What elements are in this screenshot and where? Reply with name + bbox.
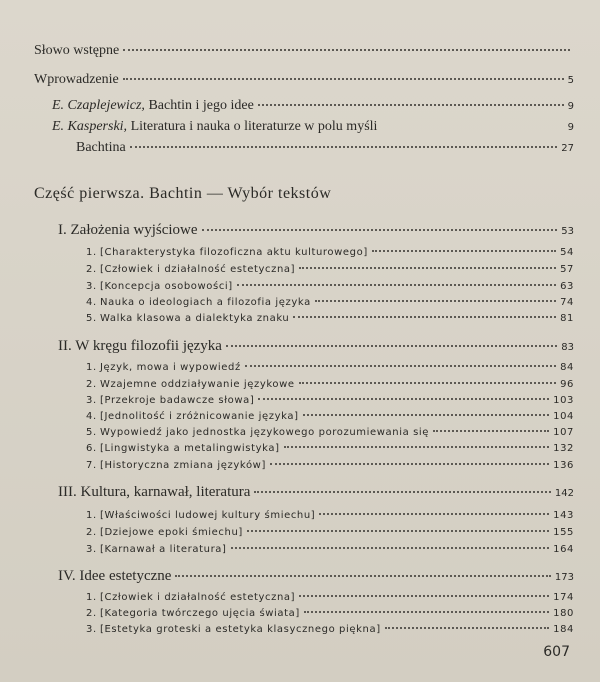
item-title: [Właściwości ludowej kultury śmiechu]	[100, 510, 316, 521]
section-title: II. W kręgu filozofii języka	[58, 338, 222, 354]
leader-dots	[175, 575, 550, 577]
item-title: [Jednolitość i zróżnicowanie języka]	[100, 411, 299, 422]
leader-dots	[315, 300, 556, 302]
page-number: 57	[560, 264, 574, 275]
toc-title	[52, 98, 254, 114]
section-iv[interactable]	[58, 568, 574, 585]
item-title: Nauka o ideologiach a filozofia języka	[100, 297, 311, 308]
toc-entry-czaplejewicz[interactable]	[52, 98, 574, 114]
item-title: [Przekroje badawcze słowa]	[100, 395, 255, 406]
item-number: 2.	[86, 379, 97, 390]
item-title: [Człowiek i działalność estetyczna]	[100, 592, 296, 603]
section-title: I. Założenia wyjściowe	[58, 222, 198, 238]
item-number: 1.	[86, 362, 97, 373]
page-number: 143	[553, 510, 574, 521]
leader-dots	[202, 229, 558, 231]
leader-dots	[284, 446, 550, 448]
leader-dots	[270, 463, 549, 465]
subentry[interactable]	[86, 592, 574, 603]
leader-dots	[372, 250, 556, 252]
subentry[interactable]	[86, 510, 574, 521]
item-number: 1.	[86, 247, 97, 258]
subentry[interactable]	[86, 411, 574, 422]
subentry[interactable]	[86, 624, 574, 635]
item-number: 4.	[86, 297, 97, 308]
leader-dots	[231, 547, 550, 549]
item-number: 4.	[86, 411, 97, 422]
item-title: Wzajemne oddziaływanie językowe	[100, 379, 295, 390]
subentry[interactable]	[86, 379, 574, 390]
subentry[interactable]	[86, 527, 574, 538]
item-number: 6.	[86, 443, 97, 454]
toc-title-continuation: Bachtina	[76, 140, 126, 155]
page-number: 5	[567, 75, 574, 86]
page-number: 53	[561, 226, 574, 237]
page-number: 107	[553, 427, 574, 438]
item-number: 2.	[86, 264, 97, 275]
subentry[interactable]	[86, 544, 574, 555]
leader-dots	[319, 513, 549, 515]
section-i[interactable]	[58, 222, 574, 239]
part-heading: Część pierwsza. Bachtin — Wybór tekstów	[34, 185, 332, 202]
item-number: 2.	[86, 608, 97, 619]
author-name: E. Czaplejewicz,	[52, 98, 145, 113]
subentry[interactable]	[86, 443, 574, 454]
item-number: 1.	[86, 592, 97, 603]
subentry[interactable]	[86, 427, 574, 438]
toc-title: Słowo wstępne	[34, 43, 120, 58]
item-title: [Dziejowe epoki śmiechu]	[100, 527, 243, 538]
item-title: [Estetyka groteski a estetyka klasycznego piękna]	[100, 624, 381, 635]
page-number: 104	[553, 411, 574, 422]
leader-dots	[226, 345, 557, 347]
item-number: 3.	[86, 624, 97, 635]
item-number: 3.	[86, 544, 97, 555]
leader-dots	[130, 146, 558, 148]
subentry[interactable]	[86, 247, 574, 258]
leader-dots	[123, 78, 564, 80]
item-title: Walka klasowa a dialektyka znaku	[100, 313, 290, 324]
page-number: 74	[560, 297, 574, 308]
toc-entry-wprowadzenie[interactable]	[34, 72, 574, 88]
section-iii[interactable]	[58, 484, 574, 501]
leader-dots	[433, 430, 549, 432]
toc-entry-slowo[interactable]	[34, 43, 574, 59]
leader-dots	[237, 284, 556, 286]
page-number: 96	[560, 379, 574, 390]
page-number: 184	[553, 624, 574, 635]
subentry[interactable]	[86, 362, 574, 373]
item-number: 5.	[86, 427, 97, 438]
leader-dots	[245, 365, 556, 367]
page-number: 103	[553, 395, 574, 406]
subentry[interactable]	[86, 281, 574, 292]
leader-dots	[247, 530, 549, 532]
leader-dots	[254, 491, 550, 493]
page-number: 83	[561, 342, 574, 353]
item-title: [Kategoria twórczego ujęcia świata]	[100, 608, 300, 619]
item-title: Wypowiedź jako jednostka językowego porozumiewania się	[100, 427, 430, 438]
subentry[interactable]	[86, 313, 574, 324]
essay-title: Literatura i nauka o literaturze w polu myśli	[130, 119, 378, 134]
author-name: E. Kasperski,	[52, 119, 128, 134]
leader-dots	[299, 382, 556, 384]
page-number: 180	[553, 608, 574, 619]
item-number: 5.	[86, 313, 97, 324]
page-number: 9	[567, 122, 574, 133]
item-title: [Koncepcja osobowości]	[100, 281, 233, 292]
toc-entry-kasperski[interactable]	[52, 119, 574, 135]
leader-dots	[123, 49, 570, 51]
leader-dots	[299, 267, 556, 269]
toc-title: Wprowadzenie	[34, 72, 119, 87]
page-number: 54	[560, 247, 574, 258]
leader-dots	[304, 611, 549, 613]
subentry[interactable]	[86, 395, 574, 406]
folio-page-number: 607	[543, 644, 570, 660]
item-number: 7.	[86, 460, 97, 471]
leader-dots	[303, 414, 550, 416]
item-title: [Lingwistyka a metalingwistyka]	[100, 443, 280, 454]
item-title: [Historyczna zmiana języków]	[100, 460, 266, 471]
item-title: Język, mowa i wypowiedź	[100, 362, 241, 373]
item-number: 1.	[86, 510, 97, 521]
item-number: 3.	[86, 395, 97, 406]
subentry[interactable]	[86, 608, 574, 619]
page-number: 136	[553, 460, 574, 471]
section-title: III. Kultura, karnawał, literatura	[58, 484, 251, 500]
page-number: 142	[554, 488, 574, 499]
page-number: 164	[553, 544, 574, 555]
item-title: [Człowiek i działalność estetyczna]	[100, 264, 296, 275]
page-number: 63	[560, 281, 574, 292]
section-title: IV. Idee estetyczne	[58, 568, 172, 584]
item-title: [Charakterystyka filozoficzna aktu kulturowego]	[100, 247, 368, 258]
page-number: 132	[553, 443, 574, 454]
page-number: 155	[553, 527, 574, 538]
leader-dots	[258, 398, 549, 400]
section-ii[interactable]	[58, 338, 574, 355]
page-number: 27	[561, 143, 574, 154]
item-number: 3.	[86, 281, 97, 292]
toc-entry-kasperski-cont[interactable]	[76, 140, 574, 156]
subentry[interactable]	[86, 264, 574, 275]
item-title: [Karnawał a literatura]	[100, 544, 227, 555]
subentry[interactable]	[86, 297, 574, 308]
page-number: 81	[560, 313, 574, 324]
page-number: 84	[560, 362, 574, 373]
toc-title	[52, 119, 377, 135]
leader-dots	[385, 627, 549, 629]
page-number: 174	[553, 592, 574, 603]
subentry[interactable]	[86, 460, 574, 471]
essay-title: Bachtin i jego idee	[148, 98, 254, 113]
leader-dots	[258, 104, 564, 106]
leader-dots	[293, 316, 556, 318]
item-number: 2.	[86, 527, 97, 538]
page-number: 9	[567, 101, 574, 112]
page-number: 173	[554, 572, 574, 583]
leader-dots	[299, 595, 549, 597]
